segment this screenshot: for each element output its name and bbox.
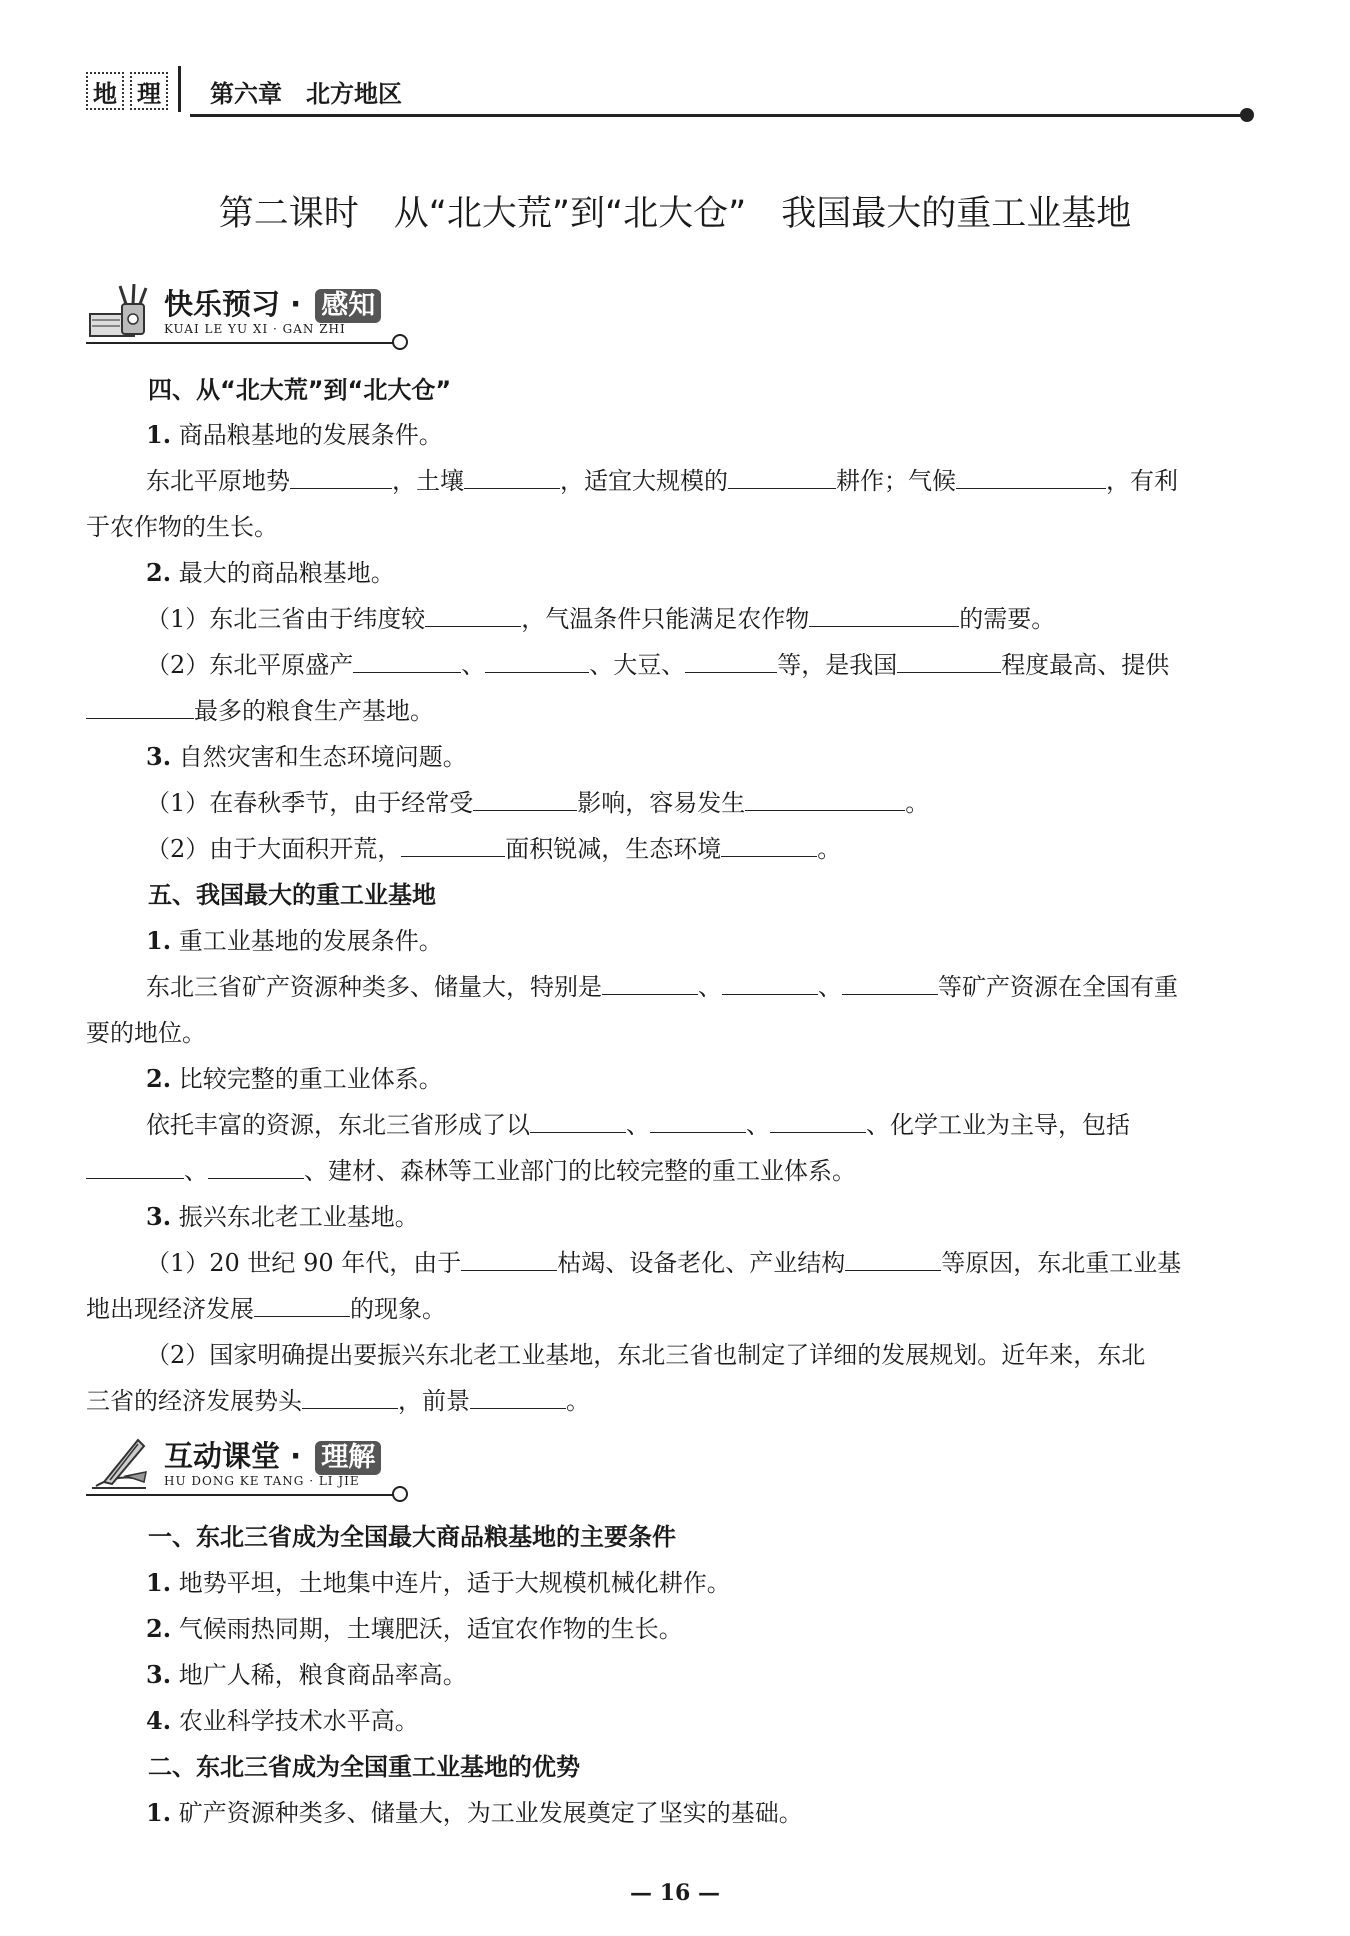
item-number: 1. xyxy=(146,1568,172,1597)
banner-rule-ring xyxy=(392,334,408,350)
section-five-heading: 五、我国最大的重工业基地 xyxy=(148,881,436,909)
answer-blank[interactable] xyxy=(401,834,505,857)
s4-q-4 xyxy=(146,834,841,864)
text: 影响，容易发生 xyxy=(577,789,746,817)
text: 、 xyxy=(461,651,486,679)
text: 、 xyxy=(746,1111,770,1139)
preview-badge: 感知 xyxy=(315,289,381,323)
list-item xyxy=(146,1706,419,1736)
text: 三省的经济发展势头 xyxy=(86,1387,302,1415)
item-number: 1. xyxy=(146,420,172,449)
item-number: 1. xyxy=(146,1798,172,1827)
answer-blank[interactable] xyxy=(770,1110,866,1133)
item-number: 3. xyxy=(146,1202,172,1231)
text: （1）东北三省由于纬度较 xyxy=(146,605,426,633)
answer-blank[interactable] xyxy=(464,466,560,489)
text: 枯竭、设备老化、产业结构 xyxy=(557,1249,846,1277)
preview-banner xyxy=(86,284,406,344)
item-text: 最大的商品粮基地。 xyxy=(171,559,395,587)
text: 东北三省矿产资源种类多、储量大，特别是 xyxy=(146,973,602,1001)
item-text: 地势平坦，土地集中连片，适于大规模机械化耕作。 xyxy=(171,1569,731,1597)
s5-q-2-cont xyxy=(86,1386,590,1416)
s5-q-2: （2）国家明确提出要振兴东北老工业基地，东北三省也制定了详细的发展规划。近年来，东北 xyxy=(146,1341,1146,1369)
item-text: 商品粮基地的发展条件。 xyxy=(171,421,443,449)
list-item xyxy=(146,1660,467,1690)
subject-label xyxy=(86,72,174,110)
text: ，适宜大规模的 xyxy=(560,467,728,495)
answer-blank[interactable] xyxy=(353,650,461,673)
answer-blank[interactable] xyxy=(461,1248,557,1271)
list-item xyxy=(146,1798,803,1828)
interactive-title-text: 互动课堂 · xyxy=(164,1439,312,1473)
banner-rule xyxy=(86,1494,394,1496)
text: 。 xyxy=(566,1387,590,1415)
text: （2）由于大面积开荒， xyxy=(146,835,402,863)
banner-rule xyxy=(86,342,394,344)
text: ，气温条件只能满足农作物 xyxy=(521,605,810,633)
answer-blank[interactable] xyxy=(897,650,1001,673)
answer-blank[interactable] xyxy=(254,1294,350,1317)
text: 、 xyxy=(818,973,842,1001)
interactive-banner-title xyxy=(164,1434,381,1475)
text: 、建材、森林等工业部门的比较完整的重工业体系。 xyxy=(304,1157,856,1185)
text: 依托丰富的资源，东北三省形成了以 xyxy=(146,1111,530,1139)
answer-blank[interactable] xyxy=(86,696,194,719)
item-text: 重工业基地的发展条件。 xyxy=(171,927,443,955)
s5-item-1 xyxy=(146,926,443,956)
text: 最多的粮食生产基地。 xyxy=(194,697,434,725)
item-text: 比较完整的重工业体系。 xyxy=(171,1065,443,1093)
interactive-pinyin: HU DONG KE TANG · LI JIE xyxy=(164,1474,360,1488)
lesson-title: 第二课时 从“北大荒”到“北大仓” 我国最大的重工业基地 xyxy=(218,194,1132,234)
answer-blank[interactable] xyxy=(208,1156,304,1179)
page-number: — 16 — xyxy=(630,1880,720,1906)
knowledge-two-heading: 二、东北三省成为全国重工业基地的优势 xyxy=(148,1753,580,1781)
text: 耕作；气候 xyxy=(836,467,956,495)
list-item xyxy=(146,1614,683,1644)
text: ，前景 xyxy=(398,1387,470,1415)
text: 、 xyxy=(184,1157,208,1185)
text: 、 xyxy=(626,1111,650,1139)
s5-para-2-cont xyxy=(86,1156,856,1186)
text: 面积锐减，生态环境 xyxy=(505,835,722,863)
item-number: 2. xyxy=(146,1064,172,1093)
text: 、大豆、 xyxy=(589,651,686,679)
item-number: 3. xyxy=(146,742,172,771)
interactive-badge: 理解 xyxy=(315,1441,381,1475)
s4-item-3 xyxy=(146,742,467,772)
answer-blank[interactable] xyxy=(956,466,1106,489)
pencil-cup-icon xyxy=(86,284,152,340)
s4-para-1-cont: 于农作物的生长。 xyxy=(86,513,278,541)
text: 的现象。 xyxy=(350,1295,446,1323)
text: （1）在春秋季节，由于经常受 xyxy=(146,789,474,817)
knowledge-one-heading: 一、东北三省成为全国最大商品粮基地的主要条件 xyxy=(148,1523,676,1551)
text: 、化学工业为主导，包括 xyxy=(866,1111,1130,1139)
answer-blank[interactable] xyxy=(745,788,905,811)
item-text: 矿产资源种类多、储量大，为工业发展奠定了坚实的基础。 xyxy=(171,1799,803,1827)
answer-blank[interactable] xyxy=(302,1386,398,1409)
s4-item-1 xyxy=(146,420,443,450)
answer-blank[interactable] xyxy=(473,788,577,811)
text: （1）20 世纪 90 年代，由于 xyxy=(146,1249,462,1277)
s4-q-2-cont xyxy=(86,696,434,726)
item-number: 2. xyxy=(146,558,172,587)
answer-blank[interactable] xyxy=(721,834,817,857)
subject-char-1: 地 xyxy=(86,72,124,110)
chapter-title: 第六章 北方地区 xyxy=(210,79,402,108)
text: ，土壤 xyxy=(392,467,464,495)
s5-para-1-cont: 要的地位。 xyxy=(86,1019,206,1047)
item-number: 2. xyxy=(146,1614,172,1643)
s5-para-1 xyxy=(146,972,1178,1002)
subject-char-2: 理 xyxy=(130,72,168,110)
answer-blank[interactable] xyxy=(425,604,521,627)
quill-pen-icon xyxy=(86,1436,152,1492)
text: 。 xyxy=(905,789,930,817)
text: 地出现经济发展 xyxy=(86,1295,254,1323)
s4-q-2 xyxy=(146,650,1169,680)
s5-para-2 xyxy=(146,1110,1130,1140)
preview-title-text: 快乐预习 · xyxy=(164,287,312,321)
answer-blank[interactable] xyxy=(809,604,959,627)
list-item xyxy=(146,1568,731,1598)
text: 。 xyxy=(817,835,842,863)
header-rule-dot xyxy=(1240,108,1254,122)
answer-blank[interactable] xyxy=(530,1110,626,1133)
s5-q-1 xyxy=(146,1248,1181,1278)
text: 等原因，东北重工业基 xyxy=(941,1249,1182,1277)
preview-banner-title xyxy=(164,282,381,323)
item-text: 农业科学技术水平高。 xyxy=(171,1707,419,1735)
answer-blank[interactable] xyxy=(86,1156,184,1179)
answer-blank[interactable] xyxy=(650,1110,746,1133)
answer-blank[interactable] xyxy=(685,650,777,673)
text: ，有利 xyxy=(1106,467,1178,495)
banner-rule-ring xyxy=(392,1486,408,1502)
s5-item-3 xyxy=(146,1202,419,1232)
s4-para-1 xyxy=(146,466,1178,496)
section-four-heading: 四、从“北大荒”到“北大仓” xyxy=(148,376,452,404)
text: 等，是我国 xyxy=(777,651,898,679)
s5-item-2 xyxy=(146,1064,443,1094)
preview-pinyin: KUAI LE YU XI · GAN ZHI xyxy=(164,322,346,336)
answer-blank[interactable] xyxy=(290,466,392,489)
answer-blank[interactable] xyxy=(602,972,698,995)
item-text: 地广人稀，粮食商品率高。 xyxy=(171,1661,467,1689)
item-number: 4. xyxy=(146,1706,172,1735)
s4-q-1 xyxy=(146,604,1055,634)
text: 程度最高、提供 xyxy=(1001,651,1170,679)
header-divider xyxy=(178,66,181,112)
item-text: 自然灾害和生态环境问题。 xyxy=(171,743,467,771)
item-text: 气候雨热同期，土壤肥沃，适宜农作物的生长。 xyxy=(171,1615,683,1643)
header-rule xyxy=(190,114,1242,117)
text: 东北平原地势 xyxy=(146,467,290,495)
s4-item-2 xyxy=(146,558,395,588)
answer-blank[interactable] xyxy=(722,972,818,995)
text: 的需要。 xyxy=(959,605,1056,633)
item-text: 振兴东北老工业基地。 xyxy=(171,1203,419,1231)
s5-q-1-cont xyxy=(86,1294,446,1324)
s4-q-3 xyxy=(146,788,929,818)
interactive-banner xyxy=(86,1436,406,1496)
text: 、 xyxy=(698,973,722,1001)
answer-blank[interactable] xyxy=(728,466,836,489)
answer-blank[interactable] xyxy=(842,972,938,995)
answer-blank[interactable] xyxy=(470,1386,566,1409)
text: （2）东北平原盛产 xyxy=(146,651,354,679)
item-number: 3. xyxy=(146,1660,172,1689)
answer-blank[interactable] xyxy=(485,650,589,673)
answer-blank[interactable] xyxy=(845,1248,941,1271)
text: 等矿产资源在全国有重 xyxy=(938,973,1178,1001)
item-number: 1. xyxy=(146,926,172,955)
